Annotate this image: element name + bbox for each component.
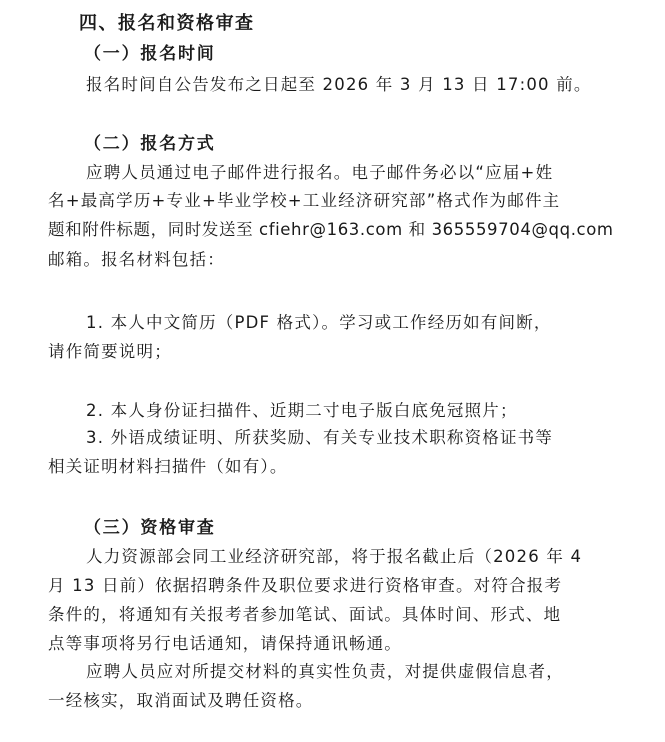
method-para-line-2: 名+最高学历+专业+毕业学校+工业经济研究部”格式作为邮件主 [48, 191, 561, 210]
heading-registration-method: （二）报名方式 [84, 134, 216, 154]
list-item-1-line-1: 1. 本人中文简历（PDF 格式）。学习或工作经历如有间断， [86, 313, 552, 332]
review-para1-line-4: 点等事项将另行电话通知，请保持通讯畅通。 [48, 634, 402, 653]
review-para1-line-3: 条件的，将通知有关报考者参加笔试、面试。具体时间、形式、地 [48, 605, 562, 624]
review-para2-line-1: 应聘人员应对所提交材料的真实性负责，对提供虚假信息者， [86, 662, 564, 681]
review-para1-line-2: 月 13 日前）依据招聘条件及职位要求进行资格审查。对符合报考 [48, 576, 563, 595]
heading-qualification-review: （三）资格审查 [84, 518, 216, 538]
list-item-3-line-1: 3. 外语成绩证明、所获奖励、有关专业技术职称资格证书等 [86, 428, 554, 447]
method-para-line-4: 邮箱。报名材料包括： [48, 250, 225, 269]
review-para2-line-2: 一经核实，取消面试及聘任资格。 [48, 691, 314, 710]
section-title: 四、报名和资格审查 [79, 13, 255, 34]
registration-time-text: 报名时间自公告发布之日起至 2026 年 3 月 13 日 17:00 前。 [86, 75, 592, 94]
list-item-3-line-2: 相关证明材料扫描件（如有）。 [48, 457, 288, 476]
method-para-line-1: 应聘人员通过电子邮件进行报名。电子邮件务必以“应届+姓 [86, 163, 554, 182]
heading-registration-time: （一）报名时间 [84, 44, 216, 64]
method-para-line-3: 题和附件标题，同时发送至 cfiehr@163.com 和 365559704@qq.com [48, 220, 614, 239]
list-item-2: 2. 本人身份证扫描件、近期二寸电子版白底免冠照片； [86, 401, 518, 420]
list-item-1-line-2: 请作简要说明； [48, 342, 172, 361]
review-para1-line-1: 人力资源部会同工业经济研究部，将于报名截止后（2026 年 4 [86, 547, 583, 566]
